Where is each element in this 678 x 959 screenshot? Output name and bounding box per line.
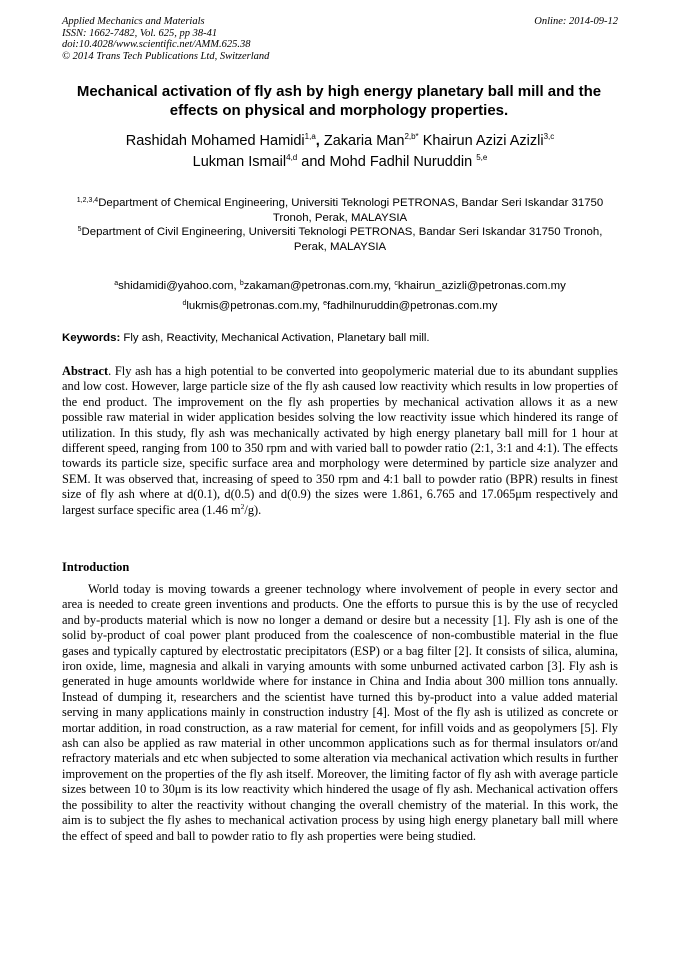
author-list bbox=[62, 131, 618, 173]
online-date: Online: 2014-09-12 bbox=[534, 16, 618, 27]
email-link[interactable]: khairun_azizli@petronas.com.my bbox=[397, 280, 566, 292]
author-name: Zakaria Man bbox=[323, 133, 405, 149]
author-sup: 3,c bbox=[543, 132, 555, 141]
email-link[interactable]: zakaman@petronas.com.my, bbox=[243, 280, 392, 292]
author-name: Rashidah Mohamed Hamidi bbox=[125, 133, 305, 149]
author-name: Khairun Azizi Azizli bbox=[422, 133, 544, 149]
introduction-paragraph: World today is moving towards a greener technology where involvement of people in every sector and area is needed to create green inventions and products. One the efforts to pursue this is by the use of recycled and by-products material which is now no longer a demand or desire but a necessity [1]. Fly ash is one of the solid by-product of coal power plant produced from the coalescence of non-combustible material in the flue gases and typically captured by electrostatic precipitators (ESP) or a bag filter [2]. It consists of silica, alumina, iron oxide, lime, magnesia and alkali in varying amounts with some unburned activated carbon [3]. Fly ash is generated in huge amounts worldwide where for instance in China and India about 300 million tons annually. Instead of dumping it, researchers and the scientist have turned this by-product into a value added material serving in many applications mainly in construction industry [4]. Most of the fly ash is utilized as concrete or mortar addition, in road construction, as a raw material for cement, for infill voids and as geopolymers [5]. Fly ash can also be applied as raw material in other uncommon applications such as for thermal insulators or/and refractory materials and etc when subjected to some alteration via mechanical activation which results in further improvement on the properties of the fly ash itself. Moreover, the limiting factor of fly ash with average particle sizes between 10 to 30μm is its low reactivity which hindered the usage of fly ash. Mechanical activation offers the possibility to alter the reactivity without changing the overall chemistry of the material. In this work, the aim is to subject the fly ashes to mechanical activation process by using high energy planetary ball mill where the effect of speed and ball to powder ratio to fly ash properties were being studied. bbox=[62, 582, 618, 843]
journal-header bbox=[62, 16, 618, 62]
affiliation-text: Department of Chemical Engineering, Universiti Teknologi PETRONAS, Bandar Seri Iskandar 31750 Tronoh, Perak, MALAYSIA bbox=[98, 197, 604, 224]
email-sup: e bbox=[323, 300, 327, 307]
keywords-text: Fly ash, Reactivity, Mechanical Activation, Planetary ball mill. bbox=[123, 332, 430, 344]
author-line-1 bbox=[62, 131, 618, 152]
email-link[interactable]: shidamidi@yahoo.com, bbox=[118, 280, 237, 292]
keywords-label: Keywords: bbox=[62, 332, 121, 344]
author-sup: 4,d bbox=[286, 153, 298, 162]
abstract-unit-sup: 2 bbox=[240, 501, 245, 511]
author-comma: , bbox=[315, 133, 320, 149]
author-and: and bbox=[301, 154, 326, 170]
email-sup: a bbox=[114, 280, 119, 287]
email-line-2 bbox=[62, 296, 618, 316]
email-sup: c bbox=[394, 280, 398, 287]
author-name: Lukman Ismail bbox=[192, 154, 287, 170]
author-sup: 2,b* bbox=[404, 132, 419, 141]
keywords bbox=[62, 331, 618, 346]
affiliation-sup: 5 bbox=[77, 226, 82, 234]
email-link[interactable]: lukmis@petronas.com.my, bbox=[186, 300, 320, 312]
journal-copyright: © 2014 Trans Tech Publications Ltd, Switzerland bbox=[62, 50, 270, 62]
email-list bbox=[62, 276, 618, 316]
affiliation-item bbox=[62, 196, 618, 225]
journal-name: Applied Mechanics and Materials bbox=[62, 16, 205, 27]
email-link[interactable]: fadhilnuruddin@petronas.com.my bbox=[327, 300, 498, 312]
abstract-label: Abstract bbox=[62, 364, 109, 378]
abstract bbox=[62, 364, 618, 518]
journal-doi: doi:10.4028/www.scientific.net/AMM.625.38 bbox=[62, 39, 251, 51]
affiliation-sup: 1,2,3,4 bbox=[76, 197, 99, 204]
author-name: Mohd Fadhil Nuruddin bbox=[329, 154, 473, 170]
abstract-tail: /g). bbox=[244, 502, 262, 517]
paper-title: Mechanical activation of fly ash by high energy planetary ball mill and the effects on physical and morphology properties. bbox=[76, 83, 602, 119]
email-sup: d bbox=[182, 300, 187, 307]
affiliations bbox=[62, 196, 618, 254]
abstract-text: . Fly ash has a high potential to be converted into geopolymeric material due to its abundant supplies and low cost. However, large particle size of the fly ash caused low reactivity which results in low properties of the end product. The improvement on the fly ash properties by mechanical activation allows it as a new possible raw material in wider application besides solving the low reactivity issue which hindered its range of utilization. In this study, fly ash was mechanically activated by high energy planetary ball mill for 1 hour at different speed, ranging from 100 to 350 rpm and with varied ball to powder ratio (2:1, 3:1 and 4:1). The effects towards its particle size, specific surface area and morphology were determined by particle size analyzer and SEM. It was observed that, increasing of speed to 350 rpm and 4:1 ball to powder ratio (BPR) results in finest size of fly ash where at d(0.1), d(0.5) and d(0.9) the sizes were 1.861, 6.765 and 17.065μm respectively and largest surface specific area (1.46 m bbox=[62, 364, 618, 517]
journal-issn: ISSN: 1662-7482, Vol. 625, pp 38-41 bbox=[62, 27, 218, 39]
email-sup: b bbox=[239, 280, 244, 287]
affiliation-text: Department of Civil Engineering, Universiti Teknologi PETRONAS, Bandar Seri Iskandar 31750 Tronoh, Perak, MALAYSIA bbox=[81, 226, 603, 253]
author-sup: 5,e bbox=[476, 153, 488, 162]
author-line-2 bbox=[62, 152, 618, 173]
email-line-1 bbox=[62, 276, 618, 296]
author-sup: 1,a bbox=[304, 132, 316, 141]
affiliation-item bbox=[62, 225, 618, 254]
section-heading-introduction: Introduction bbox=[62, 560, 130, 574]
